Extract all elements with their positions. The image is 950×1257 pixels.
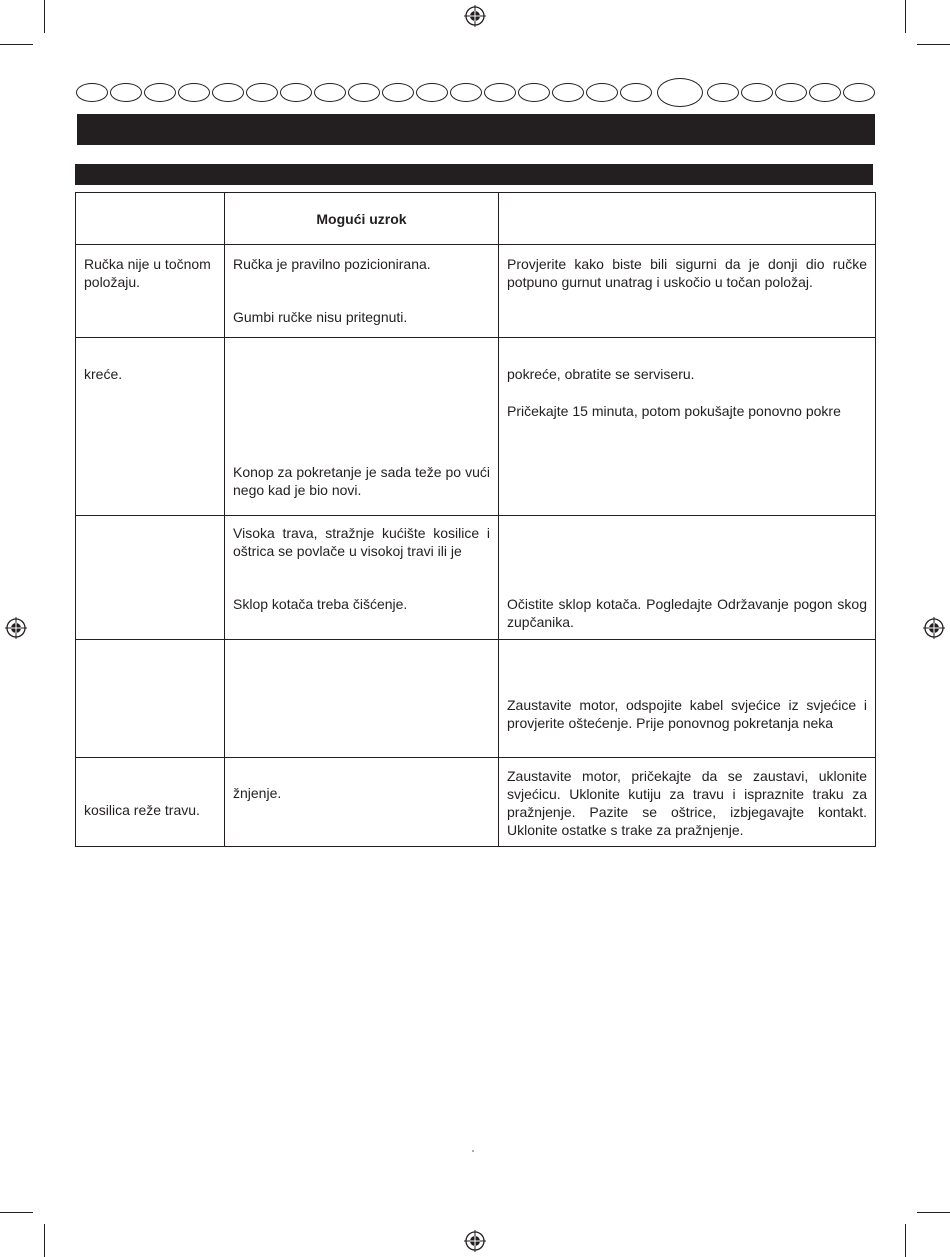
registration-mark-left-icon: [5, 617, 27, 639]
language-tab: [280, 83, 312, 102]
solution-text: Provjerite kako biste bili sigurni da je donji dio ručke potpuno gurnut unatrag i uskočio u točan položaj.: [507, 256, 867, 290]
language-tab: [416, 83, 448, 102]
language-tab: [110, 83, 142, 102]
cause-text: žnjenje.: [233, 785, 282, 801]
table-row: [76, 338, 876, 516]
header-possible-cause: [225, 193, 499, 245]
registration-mark-top-icon: [464, 5, 486, 27]
cause-cell: [225, 640, 499, 758]
language-tab: [843, 83, 875, 102]
problem-text: kreće.: [84, 366, 123, 382]
crop-mark-bottom-left-v: [44, 1224, 45, 1257]
language-tab: [144, 83, 176, 102]
cause-cell: [225, 338, 499, 516]
language-tab: [76, 83, 108, 102]
solution-text: pokreće, obratite se serviseru.: [507, 366, 695, 382]
solution-text: Pričekajte 15 minuta, potom pokušajte ponovno pokre: [507, 403, 841, 419]
page-footer-dot: [472, 1150, 474, 1152]
crop-mark-top-right-h: [917, 44, 950, 45]
registration-mark-right-icon: [923, 617, 945, 639]
language-tab: [586, 83, 618, 102]
cause-cell: [225, 758, 499, 847]
solution-cell: [499, 245, 876, 338]
solution-text: Očistite sklop kotača. Pogledajte Održavanje pogon skog zupčanika.: [507, 596, 867, 630]
table-header-row: [76, 193, 876, 245]
problem-cell: [76, 516, 225, 640]
table-row: [76, 640, 876, 758]
solution-text: Zaustavite motor, pričekajte da se zaustavi, uklonite svjećicu. Uklonite kutiju za travu i ispraznite traku za pražnjenje. Pazite se oštrice, izbjegavajte kontakt. Uklonite ostatke s trake za pražnjenje.: [507, 768, 867, 838]
solution-cell: [499, 516, 876, 640]
language-tab-active: [657, 78, 703, 107]
language-tab: [212, 83, 244, 102]
language-tab: [775, 83, 807, 102]
solution-text: Zaustavite motor, odspojite kabel svjećice iz svjećice i provjerite oštećenje. Prije ponovnog pokretanja neka: [507, 697, 867, 731]
crop-mark-bottom-left-h: [0, 1212, 33, 1213]
cause-text: Visoka trava, stražnje kućište kosilice i oštrica se povlače u visokoj travi ili je: [233, 525, 490, 559]
crop-mark-top-left-v: [44, 0, 45, 33]
language-tab: [552, 83, 584, 102]
troubleshooting-table: [75, 192, 876, 847]
cause-text: Konop za pokretanje je sada teže po vući nego kad je bio novi.: [233, 464, 490, 498]
language-tab: [382, 83, 414, 102]
language-tab: [518, 83, 550, 102]
crop-mark-top-left-h: [0, 44, 33, 45]
section-title-bar: [77, 114, 875, 145]
language-tabs: [76, 81, 876, 105]
language-tab: [450, 83, 482, 102]
language-tab: [348, 83, 380, 102]
cause-text: Ručka je pravilno pozicionirana.: [233, 256, 431, 272]
registration-mark-bottom-icon: [464, 1230, 486, 1252]
solution-cell: [499, 640, 876, 758]
solution-cell: [499, 338, 876, 516]
table-row: [76, 758, 876, 847]
header-solution: [499, 193, 876, 245]
problem-cell: [76, 640, 225, 758]
cause-text: Sklop kotača treba čišćenje.: [233, 596, 408, 612]
cause-cell: [225, 245, 499, 338]
table-title-bar: [75, 164, 873, 185]
solution-cell: [499, 758, 876, 847]
language-tab: [741, 83, 773, 102]
language-tab: [620, 83, 652, 102]
table-row: [76, 516, 876, 640]
header-possible-cause-label: Mogući uzrok: [316, 211, 407, 227]
header-problem: [76, 193, 225, 245]
problem-cell: [76, 338, 225, 516]
crop-mark-bottom-right-v: [905, 1224, 906, 1257]
cause-cell: [225, 516, 499, 640]
language-tab: [178, 83, 210, 102]
cause-text: Gumbi ručke nisu pritegnuti.: [233, 309, 408, 325]
language-tab: [809, 83, 841, 102]
language-tab: [246, 83, 278, 102]
problem-text: Ručka nije u točnom položaju.: [84, 256, 211, 290]
crop-mark-top-right-v: [905, 0, 906, 33]
language-tab: [707, 83, 739, 102]
table-row: [76, 245, 876, 338]
problem-text: kosilica reže travu.: [84, 802, 200, 818]
language-tab: [314, 83, 346, 102]
language-tab: [484, 83, 516, 102]
problem-cell: [76, 758, 225, 847]
problem-cell: [76, 245, 225, 338]
crop-mark-bottom-right-h: [917, 1212, 950, 1213]
